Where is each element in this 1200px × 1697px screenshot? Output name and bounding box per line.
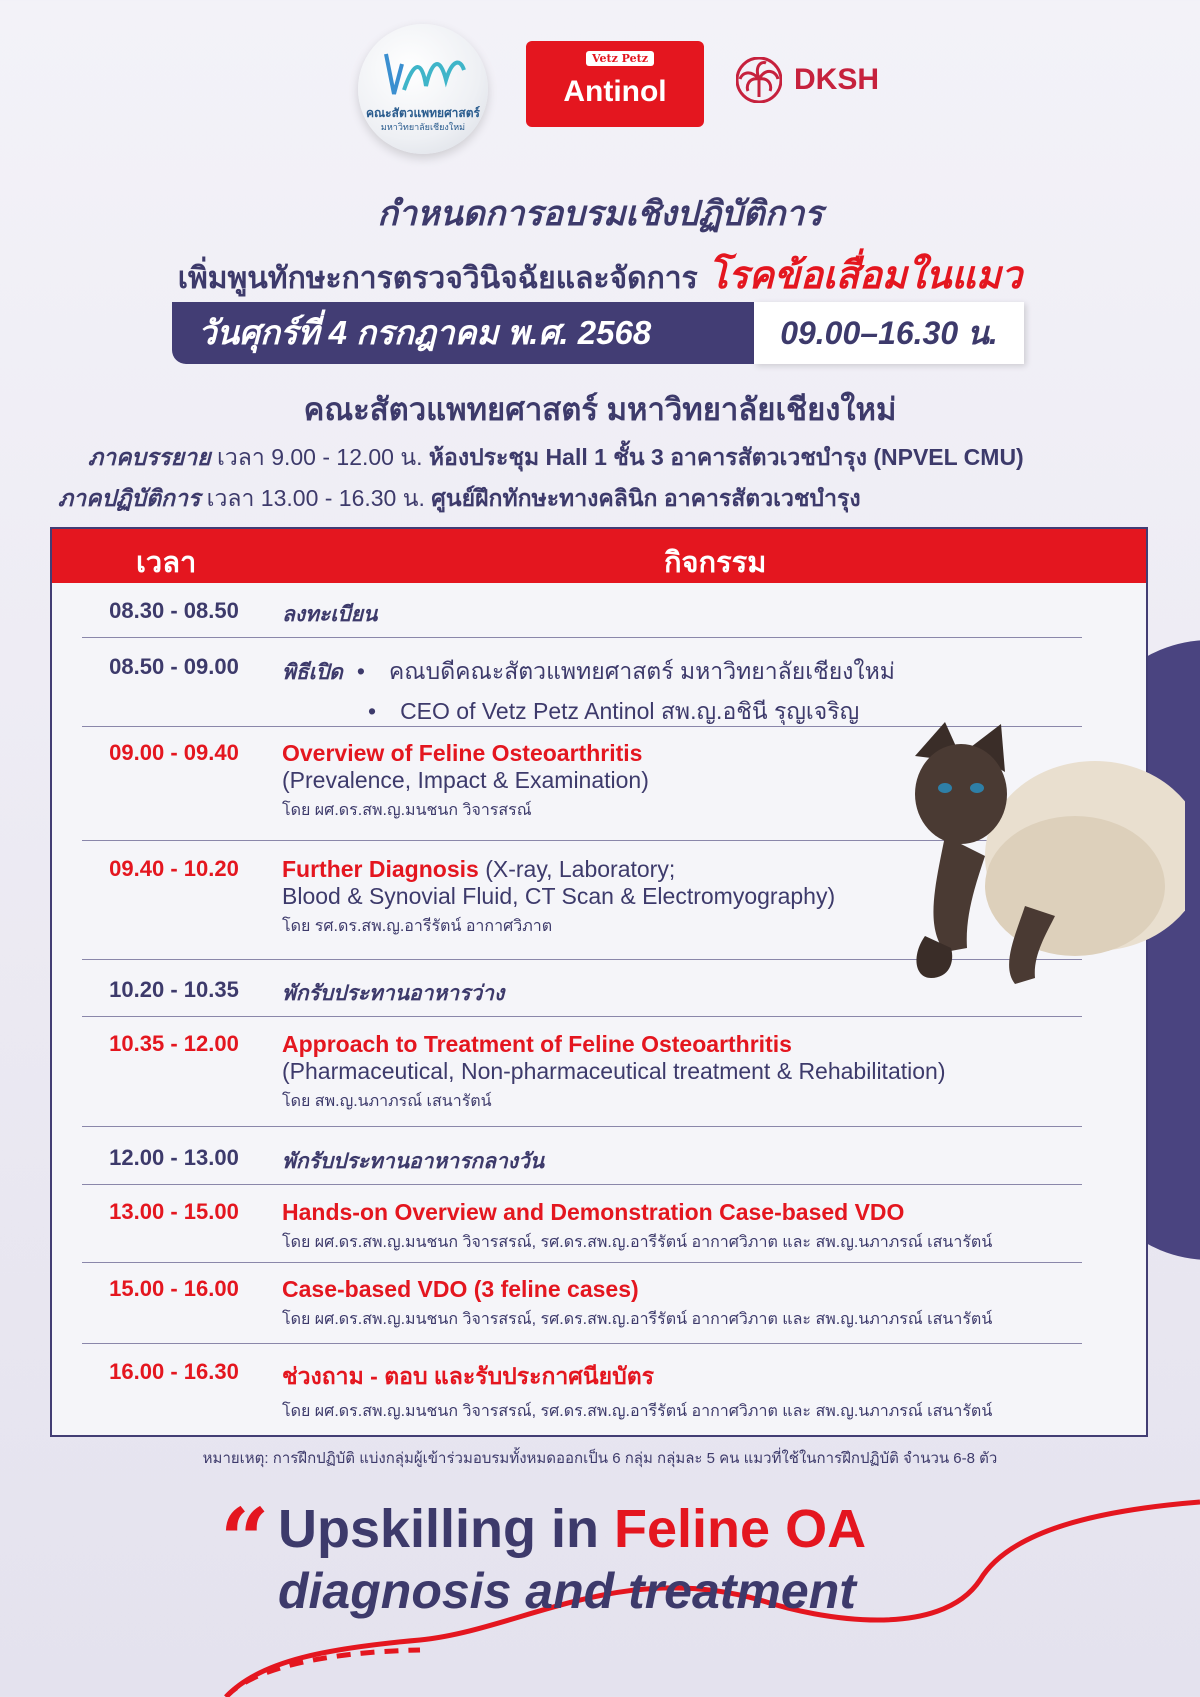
row-time: 08.30 - 08.50: [109, 598, 239, 623]
row-speaker: โดย ผศ.ดร.สพ.ญ.มนชนก วิจารสรณ์, รศ.ดร.สพ.ญ.อารีรัตน์ อากาศวิภาต และ สพ.ญ.นภาภรณ์ เสนารัตน์: [282, 1403, 993, 1420]
row-time: 10.35 - 12.00: [109, 1031, 239, 1056]
dksh-wordmark: DKSH: [794, 63, 880, 96]
event-title: กำหนดการอบรมเชิงปฏิบัติการ: [377, 195, 823, 233]
row-time: 12.00 - 13.00: [109, 1145, 239, 1170]
session-time: เวลา 13.00 - 16.30 น.: [206, 485, 425, 511]
row-subtitle: Blood & Synovial Fluid, CT Scan & Electromyography): [282, 883, 836, 909]
vetz-petz-label: Vetz Petz: [586, 51, 654, 66]
row-title: Case-based VDO (3 feline cases): [282, 1276, 639, 1302]
row-activity-label: พิธีเปิด: [282, 661, 343, 684]
session-time: เวลา 9.00 - 12.00 น.: [217, 444, 423, 470]
cmu-logo-line1: คณะสัตวแพทยศาสตร์: [366, 106, 480, 120]
row-divider: [82, 1184, 1082, 1185]
row-subtitle: (Pharmaceutical, Non-pharmaceutical treatment & Rehabilitation): [282, 1058, 946, 1084]
row-speaker: โดย รศ.ดร.สพ.ญ.อารีรัตน์ อากาศวิภาต: [282, 918, 553, 935]
row-divider: [82, 1262, 1082, 1263]
row-activity: ลงทะเบียน: [282, 603, 378, 626]
column-header-activity: กิจกรรม: [664, 547, 767, 579]
event-subtitle-highlight: โรคข้อเสื่อมในแมว: [707, 255, 1023, 297]
tagline-line2: diagnosis and treatment: [278, 1563, 856, 1619]
row-title-rest: (X-ray, Laboratory;: [478, 856, 676, 882]
row-time: 08.50 - 09.00: [109, 654, 239, 679]
row-speaker: โดย ผศ.ดร.สพ.ญ.มนชนก วิจารสรณ์, รศ.ดร.สพ.ญ.อารีรัตน์ อากาศวิภาต และ สพ.ญ.นภาภรณ์ เสนารัตน์: [282, 1311, 993, 1328]
table-header: [52, 529, 1146, 583]
row-bullet: CEO of Vetz Petz Antinol สพ.ญ.อชินี รุญเจริญ: [400, 698, 860, 724]
session-place: ห้องประชุม Hall 1 ชั้น 3 อาคารสัตวเวชบำรุง (NPVEL CMU): [428, 444, 1024, 470]
row-title: Approach to Treatment of Feline Osteoarthritis: [282, 1031, 792, 1057]
cmu-vet-logo: [358, 24, 488, 154]
column-header-time: เวลา: [136, 547, 197, 579]
row-time: 16.00 - 16.30: [109, 1359, 239, 1384]
vm-logo-mark-icon: [380, 50, 466, 100]
row-speaker: โดย ผศ.ดร.สพ.ญ.มนชนก วิจารสรณ์, รศ.ดร.สพ.ญ.อารีรัตน์ อากาศวิภาต และ สพ.ญ.นภาภรณ์ เสนารัตน์: [282, 1234, 993, 1251]
row-activity: พักรับประทานอาหารกลางวัน: [282, 1150, 545, 1173]
row-title: Further Diagnosis: [282, 856, 479, 882]
row-title: Overview of Feline Osteoarthritis: [282, 740, 643, 766]
dksh-palm-icon: [736, 57, 782, 103]
antinol-wordmark: Antinol: [563, 75, 667, 108]
row-time: 13.00 - 15.00: [109, 1199, 239, 1224]
row-time: 09.40 - 10.20: [109, 856, 239, 881]
row-bullet: คณบดีคณะสัตวแพทยศาสตร์ มหาวิทยาลัยเชียงใหม่: [388, 658, 895, 684]
row-speaker: โดย ผศ.ดร.สพ.ญ.มนชนก วิจารสรณ์: [282, 802, 532, 819]
footnote: หมายเหตุ: การฝึกปฏิบัติ แบ่งกลุ่มผู้เข้าร่วมอบรมทั้งหมดออกเป็น 6 กลุ่ม กลุ่มละ 5 คน แมวที่ใช้ในการฝึกปฏิบัติ จำนวน 6-8 ตัว: [202, 1450, 998, 1467]
dksh-logo: [736, 55, 896, 105]
practice-session-info: [58, 481, 861, 517]
siamese-cat-image: [905, 716, 1185, 1006]
quote-mark: “: [220, 1490, 270, 1591]
row-divider: [82, 1126, 1082, 1127]
tagline-highlight: Feline OA: [614, 1499, 867, 1559]
tagline-text: Upskilling in: [278, 1499, 615, 1559]
event-subtitle-text: เพิ่มพูนทักษะการตรวจวินิจฉัยและจัดการ: [177, 262, 698, 295]
event-date: วันศุกร์ที่ 4 กรกฎาคม พ.ศ. 2568: [172, 302, 754, 364]
row-speaker: โดย สพ.ญ.นภาภรณ์ เสนารัตน์: [282, 1093, 492, 1110]
event-venue: คณะสัตวแพทยศาสตร์ มหาวิทยาลัยเชียงใหม่: [303, 392, 897, 427]
session-label: ภาคบรรยาย: [88, 444, 211, 470]
antinol-logo: [526, 41, 704, 127]
cmu-logo-line2: มหาวิทยาลัยเชียงใหม่: [380, 122, 466, 132]
row-divider: [82, 1343, 1082, 1344]
row-time: 10.20 - 10.35: [109, 977, 239, 1002]
tagline-line1: [278, 1498, 866, 1560]
row-time: 09.00 - 09.40: [109, 740, 239, 765]
session-place: ศูนย์ฝึกทักษะทางคลินิก อาคารสัตวเวชบำรุง: [431, 485, 861, 511]
row-title: Hands-on Overview and Demonstration Case-based VDO: [282, 1199, 905, 1225]
row-subtitle: (Prevalence, Impact & Examination): [282, 767, 649, 793]
schedule-table: เวลา กิจกรรม 08.30 - 08.50 ลงทะเบียน 08.50 - 09.00 พิธีเปิด • คณบดีคณะสัตวแพทยศาสตร์ มหาวิทยาลัยเชียงใหม่ • CEO of Vetz Petz Antinol สพ.ญ.อชินี รุญเจริญ 09.00 - 09.40 Overview of Feline Osteoarthritis (Prevalence, Impact & Examination) โดย ผศ.ดร.สพ.ญ.มนชนก วิจารสรณ์ 09.40 - 10.20 Further Diagnosis (X-ray, Laboratory; Blood & Synovial Fluid, CT Scan & Electromyography) โดย รศ.ดร.สพ.ญ.อารีรัตน์ อากาศวิภาต 10.20 - 10.35 พักรับประทานอาหารว่าง 10.35 - 12.00 Approach to Treatment of Feline Osteoarthritis (Pharmaceutical, Non-pharmaceutical treatment & Rehabilitation) โดย สพ.ญ.นภาภรณ์ เสนารัตน์ 12.00 - 13.00 พักรับประทานอาหารกลางวัน 13.00 - 15.00 Hands-on Overview and Demonstration Case-based VDO โดย ผศ.ดร.สพ.ญ.มนชนก วิจารสรณ์, รศ.ดร.สพ.ญ.อารีรัตน์ อากาศวิภาต และ สพ.ญ.นภาภรณ์ เสนารัตน์ 15.00 - 16.00 Case-based VDO (3 feline cases) โดย ผศ.ดร.สพ.ญ.มนชนก วิจารสรณ์, รศ.ดร.สพ.ญ.อารีรัตน์ อากาศวิภาต และ สพ.ญ.นภาภรณ์ เสนารัตน์ 16.00 - 16.30 ช่วงถาม - ตอบ และรับประกาศนียบัตร โดย ผศ.ดร.สพ.ญ.มนชนก วิจารสรณ์, รศ.ดร.สพ.ญ.อารีรัตน์ อากาศวิภาต และ สพ.ญ.นภาภรณ์ เสนารัตน์: [50, 527, 1148, 1437]
session-label: ภาคปฏิบัติการ: [58, 485, 201, 511]
row-time: 15.00 - 16.00: [109, 1276, 239, 1301]
event-time: 09.00–16.30 น.: [754, 302, 1024, 364]
row-divider: [82, 1016, 1082, 1017]
row-title: ช่วงถาม - ตอบ และรับประกาศนียบัตร: [282, 1363, 654, 1389]
event-subtitle: [0, 244, 1200, 305]
row-divider: [82, 637, 1082, 638]
lecture-session-info: [88, 440, 1024, 476]
row-activity: พักรับประทานอาหารว่าง: [282, 982, 505, 1005]
